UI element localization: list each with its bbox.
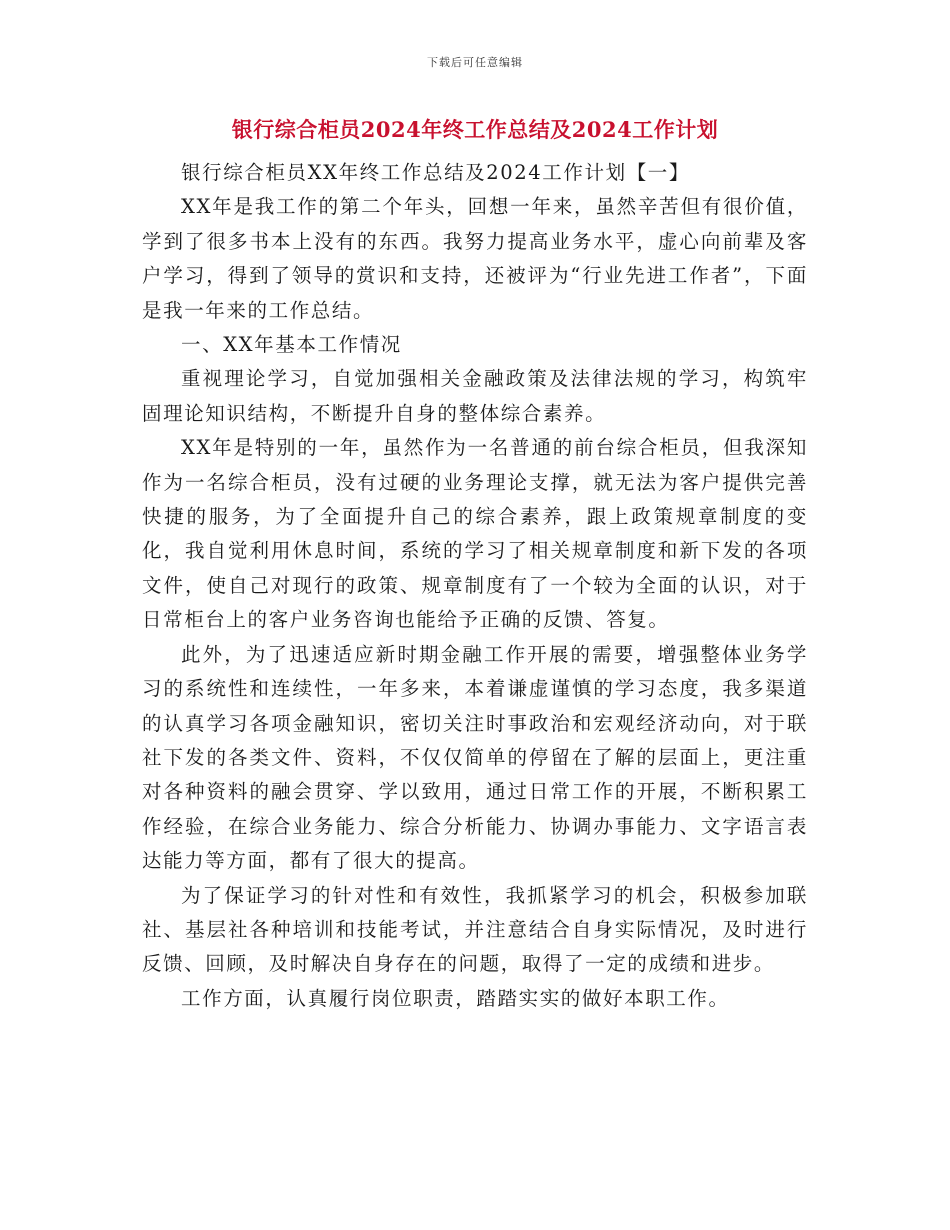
paragraph: 工作方面，认真履行岗位职责，踏踏实实的做好本职工作。	[181, 986, 730, 1010]
paragraph-subtitle: 银行综合柜员XX年终工作总结及2024工作计划【一】	[181, 161, 690, 184]
paragraph: XX年是我工作的第二个年头，回想一年来，虽然辛苦但有很价值，学到了很多书本上没有的东西。我努力提高业务水平，虚心向前辈及客户学习，得到了领导的赏识和支持，还被评为“行业先进工作者”，下面是我一年来的工作总结。	[142, 195, 808, 322]
document-body	[142, 156, 808, 1016]
paragraph: 为了保证学习的针对性和有效性，我抓紧学习的机会，积极参加联社、基层社各种培训和技能考试，并注意结合自身实际情况，及时进行反馈、回顾，及时解决自身存在的问题，取得了一定的成绩和进步。	[142, 883, 808, 976]
document-title: 银行综合柜员2024年终工作总结及2024工作计划	[231, 117, 719, 142]
paragraph: 此外，为了迅速适应新时期金融工作开展的需要，增强整体业务学习的系统性和连续性，一年多来，本着谦虚谨慎的学习态度，我多渠道的认真学习各项金融知识，密切关注时事政治和宏观经济动向，对于联社下发的各类文件、资料，不仅仅简单的停留在了解的层面上，更注重对各种资料的融会贯穿、学以致用，通过日常工作的开展，不断积累工作经验，在综合业务能力、综合分析能力、协调办事能力、文字语言表达能力等方面，都有了很大的提高。	[142, 642, 808, 873]
paragraph: 重视理论学习，自觉加强相关金融政策及法律法规的学习，构筑牢固理论知识结构，不断提升自身的整体综合素养。	[142, 367, 808, 425]
paragraph: XX年是特别的一年，虽然作为一名普通的前台综合柜员，但我深知作为一名综合柜员，没有过硬的业务理论支撑，就无法为客户提供完善快捷的服务，为了全面提升自己的综合素养，跟上政策规章制度的变化，我自觉利用休息时间，系统的学习了相关规章制度和新下发的各项文件，使自己对现行的政策、规章制度有了一个较为全面的认识，对于日常柜台上的客户业务咨询也能给予正确的反馈、答复。	[142, 436, 808, 632]
section-heading: 一、XX年基本工作情况	[181, 333, 402, 357]
header-note: 下载后可任意编辑	[427, 56, 523, 69]
